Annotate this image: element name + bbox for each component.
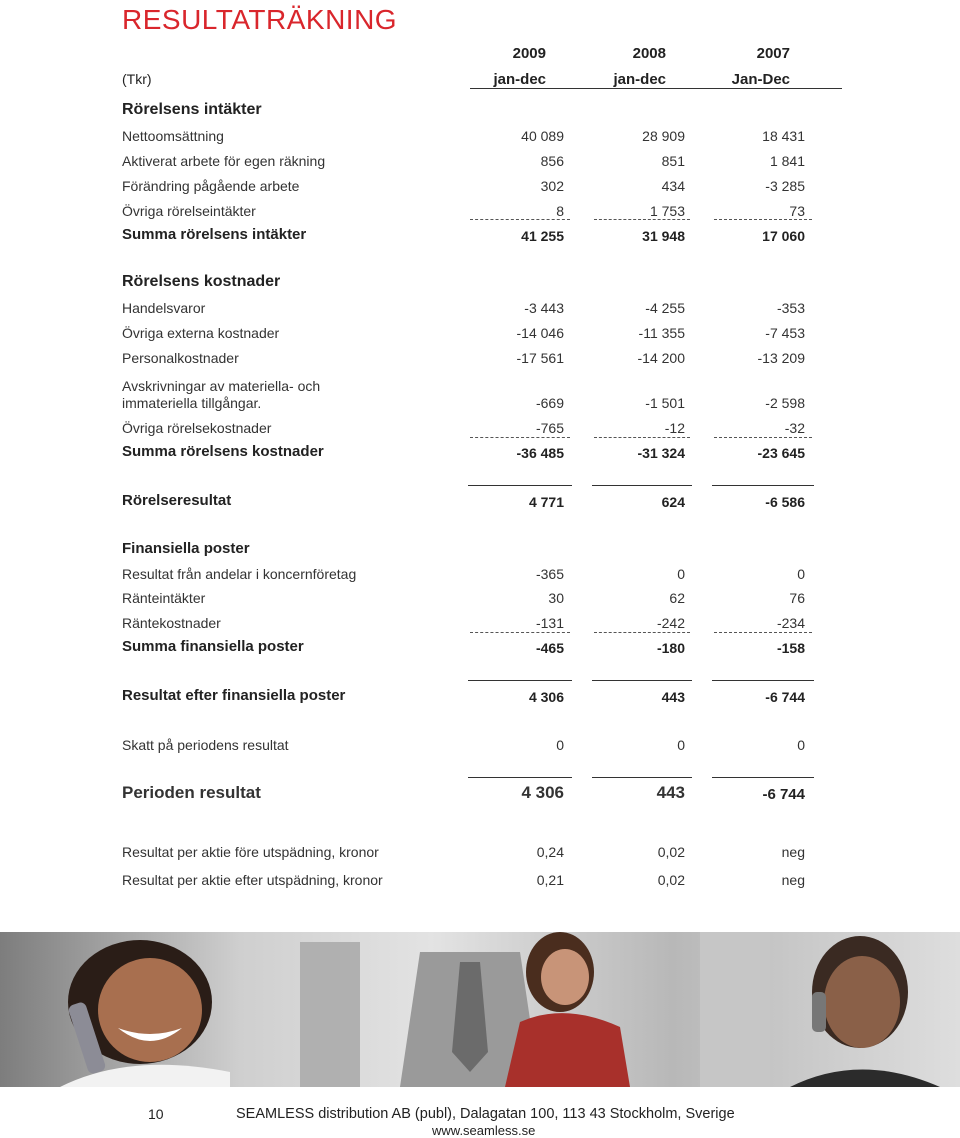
value-eps-2007: neg — [781, 844, 805, 860]
row-label-goods: Handelsvaror — [122, 300, 206, 316]
period-header-2008: jan-dec — [613, 71, 666, 88]
value-depreciation-2007: -2 598 — [765, 395, 805, 411]
dashed-rule — [714, 632, 812, 633]
dashed-rule — [470, 632, 570, 633]
solid-rule — [712, 680, 814, 681]
value-goods-2009: -3 443 — [524, 300, 564, 316]
row-label-netsales: Nettoomsättning — [122, 128, 224, 144]
dashed-rule — [470, 219, 570, 220]
solid-rule — [712, 777, 814, 778]
value-tax-2009: 0 — [556, 737, 564, 753]
value-otherincome-2007: 73 — [789, 203, 805, 219]
row-label-interestcost: Räntekostnader — [122, 615, 221, 631]
value-epsdiluted-2007: neg — [781, 872, 805, 888]
row-label-eps: Resultat per aktie före utspädning, kronor — [122, 844, 379, 860]
value-interestincome-2007: 76 — [789, 590, 805, 606]
year-header-2008: 2008 — [632, 45, 666, 62]
row-label-sumcosts: Summa rörelsens kostnader — [122, 443, 324, 460]
value-net-2007: -6 744 — [762, 786, 805, 803]
row-label-groupshare: Resultat från andelar i koncernföretag — [122, 566, 357, 582]
value-afterfinancial-2007: -6 744 — [765, 689, 805, 705]
value-sumcosts-2007: -23 645 — [757, 445, 805, 461]
footer-address: SEAMLESS distribution AB (publ), Dalagatan 100, 113 43 Stockholm, Sverige — [236, 1106, 735, 1122]
value-sumfinancial-2007: -158 — [776, 640, 805, 656]
footer-website: www.seamless.se — [432, 1123, 536, 1138]
value-capitalized-2008: 851 — [661, 153, 685, 169]
solid-rule — [468, 680, 572, 681]
photo-banner-image — [0, 932, 960, 1087]
row-label-tax: Skatt på periodens resultat — [122, 737, 289, 753]
value-othercosts-2007: -32 — [784, 420, 805, 436]
value-tax-2008: 0 — [677, 737, 685, 753]
value-interestincome-2008: 62 — [669, 590, 685, 606]
value-netsales-2009: 40 089 — [521, 128, 564, 144]
value-tax-2007: 0 — [797, 737, 805, 753]
row-label-othercosts: Övriga rörelsekostnader — [122, 420, 272, 436]
dashed-rule — [594, 219, 690, 220]
value-personnel-2008: -14 200 — [637, 350, 685, 366]
value-groupshare-2007: 0 — [797, 566, 805, 582]
value-wip-2008: 434 — [661, 178, 685, 194]
value-sumfinancial-2008: -180 — [656, 640, 685, 656]
dashed-rule — [594, 632, 690, 633]
value-netsales-2008: 28 909 — [642, 128, 685, 144]
value-capitalized-2009: 856 — [540, 153, 564, 169]
solid-rule — [592, 777, 692, 778]
value-net-2009: 4 306 — [521, 783, 564, 802]
solid-rule — [468, 777, 572, 778]
value-interestcost-2008: -242 — [656, 615, 685, 631]
unit-label: (Tkr) — [122, 71, 152, 87]
dashed-rule — [714, 437, 812, 438]
row-label-otherincome: Övriga rörelseintäkter — [122, 203, 256, 219]
value-operating-2009: 4 771 — [528, 494, 564, 510]
value-sumfinancial-2009: -465 — [535, 640, 564, 656]
dashed-rule — [594, 437, 690, 438]
header-rule — [470, 88, 842, 89]
dashed-rule — [470, 437, 570, 438]
value-interestcost-2009: -131 — [535, 615, 564, 631]
value-external-2007: -7 453 — [765, 325, 805, 341]
value-operating-2008: 624 — [661, 494, 685, 510]
value-sumincome-2007: 17 060 — [762, 228, 805, 244]
row-label-epsdiluted: Resultat per aktie efter utspädning, kronor — [122, 872, 383, 888]
value-interestincome-2009: 30 — [548, 590, 564, 606]
value-interestcost-2007: -234 — [776, 615, 805, 631]
dashed-rule — [714, 219, 812, 220]
row-label-net: Perioden resultat — [122, 783, 261, 802]
value-eps-2009: 0,24 — [536, 844, 564, 860]
value-sumincome-2008: 31 948 — [642, 228, 685, 244]
value-sumcosts-2009: -36 485 — [516, 445, 564, 461]
row-label-depreciation-line1: Avskrivningar av materiella- och — [122, 378, 321, 394]
row-label-operating: Rörelseresultat — [122, 492, 232, 509]
row-label-personnel: Personalkostnader — [122, 350, 239, 366]
period-header-2009: jan-dec — [493, 71, 546, 88]
row-label-depreciation-line2: immateriella tillgångar. — [122, 395, 262, 411]
value-othercosts-2008: -12 — [664, 420, 685, 436]
period-header-2007: Jan-Dec — [731, 71, 790, 88]
solid-rule — [592, 680, 692, 681]
photo-banner — [0, 932, 960, 1087]
value-groupshare-2008: 0 — [677, 566, 685, 582]
value-netsales-2007: 18 431 — [762, 128, 805, 144]
value-sumincome-2009: 41 255 — [521, 228, 564, 244]
value-othercosts-2009: -765 — [535, 420, 564, 436]
solid-rule — [712, 485, 814, 486]
value-epsdiluted-2008: 0,02 — [657, 872, 685, 888]
page-number: 10 — [148, 1106, 164, 1122]
section-heading-costs: Rörelsens kostnader — [122, 273, 281, 290]
value-net-2008: 443 — [656, 783, 685, 802]
year-header-2007: 2007 — [756, 45, 790, 62]
value-wip-2009: 302 — [540, 178, 564, 194]
value-otherincome-2008: 1 753 — [649, 203, 685, 219]
row-label-afterfinancial: Resultat efter finansiella poster — [122, 687, 346, 704]
row-label-interestincome: Ränteintäkter — [122, 590, 206, 606]
value-afterfinancial-2009: 4 306 — [528, 689, 564, 705]
value-external-2008: -11 355 — [638, 325, 685, 341]
value-wip-2007: -3 285 — [765, 178, 805, 194]
value-groupshare-2009: -365 — [535, 566, 564, 582]
value-external-2009: -14 046 — [516, 325, 564, 341]
value-eps-2008: 0,02 — [657, 844, 685, 860]
section-heading-income: Rörelsens intäkter — [122, 101, 262, 118]
value-depreciation-2009: -669 — [535, 395, 564, 411]
row-label-wip: Förändring pågående arbete — [122, 178, 300, 194]
value-epsdiluted-2009: 0,21 — [536, 872, 564, 888]
value-capitalized-2007: 1 841 — [769, 153, 805, 169]
solid-rule — [468, 485, 572, 486]
row-label-external: Övriga externa kostnader — [122, 325, 280, 341]
row-label-sumfinancial: Summa finansiella poster — [122, 638, 304, 655]
value-afterfinancial-2008: 443 — [661, 689, 685, 705]
row-label-capitalized: Aktiverat arbete för egen räkning — [122, 153, 326, 169]
row-label-sumincome: Summa rörelsens intäkter — [122, 226, 307, 243]
value-personnel-2009: -17 561 — [516, 350, 564, 366]
value-otherincome-2009: 8 — [556, 203, 564, 219]
value-sumcosts-2008: -31 324 — [637, 445, 685, 461]
value-personnel-2007: -13 209 — [757, 350, 805, 366]
value-depreciation-2008: -1 501 — [645, 395, 685, 411]
value-goods-2007: -353 — [776, 300, 805, 316]
value-operating-2007: -6 586 — [765, 494, 805, 510]
year-header-2009: 2009 — [512, 45, 546, 62]
solid-rule — [592, 485, 692, 486]
page-title: RESULTATRÄKNING — [122, 4, 398, 35]
value-goods-2008: -4 255 — [645, 300, 685, 316]
section-heading-financial: Finansiella poster — [122, 540, 250, 557]
